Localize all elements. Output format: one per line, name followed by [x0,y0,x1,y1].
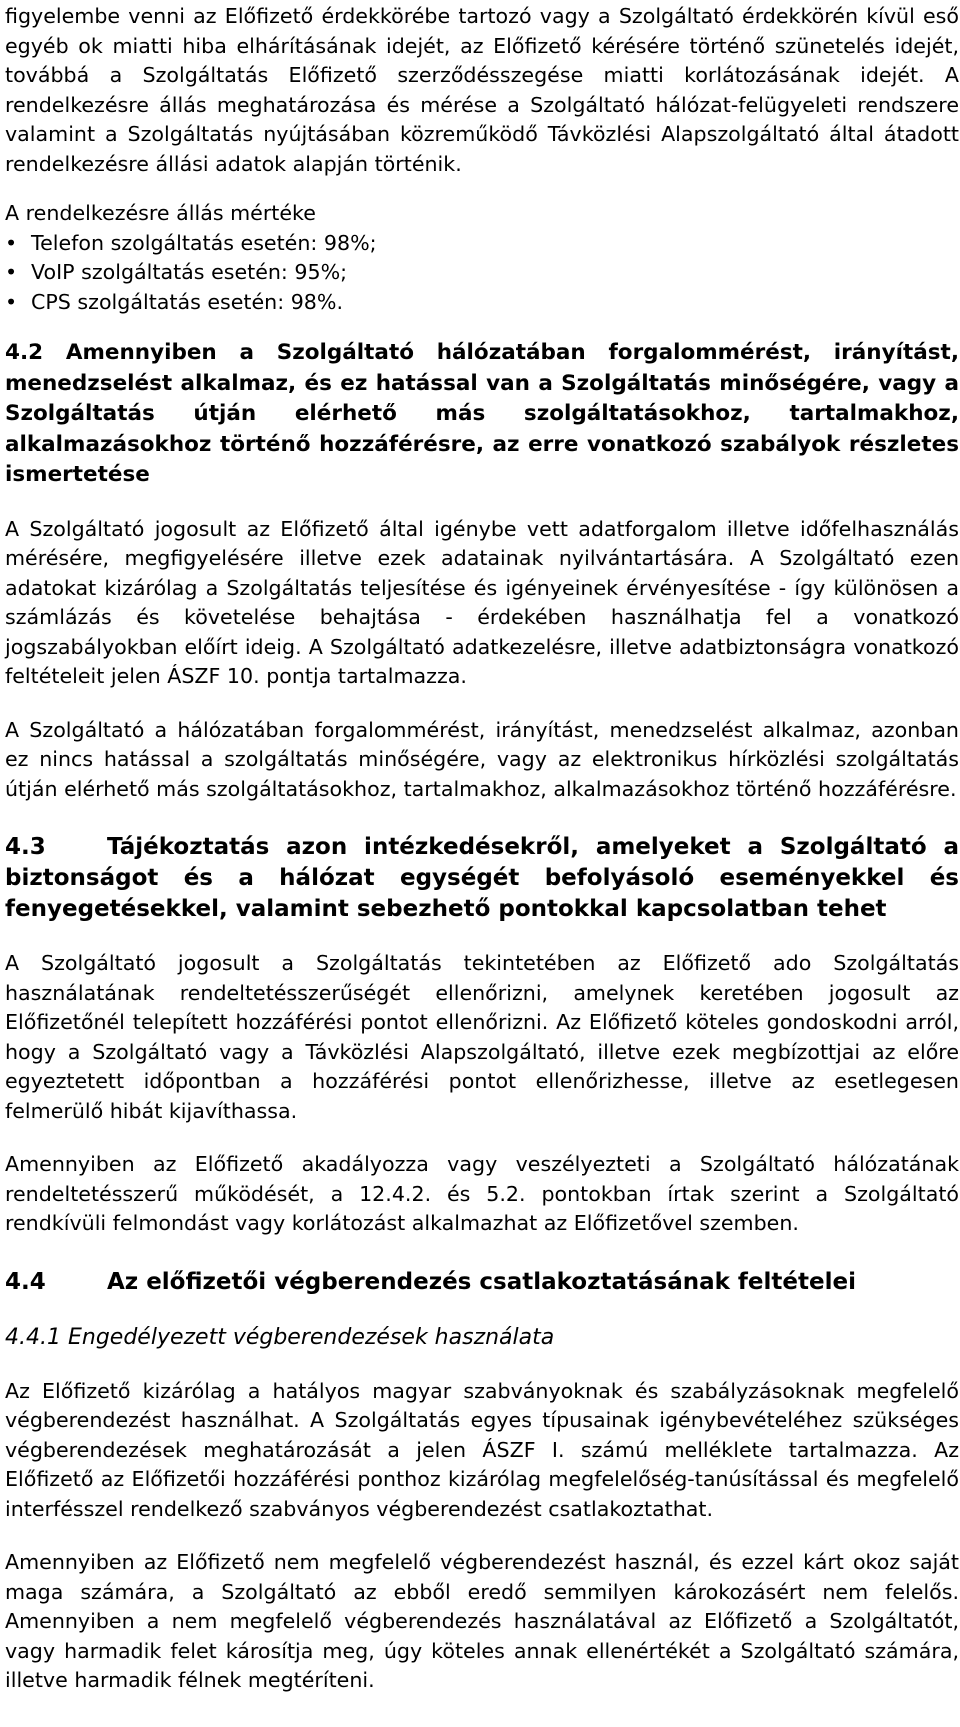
section-4-2-paragraph: A Szolgáltató a hálózatában forgalommérést, irányítást, menedzselést alkalmaz, azonban ez nincs hatással a szolgáltatás minőségére, vagy az elektronikus hírközlési szolgáltatás útján elérhető más szolgáltatásokhoz, tartalmakhoz, alkalmazásokhoz történő hozzáférésre. [5,717,959,801]
list-item: • Telefon szolgáltatás esetén: 98%; [5,229,959,259]
section-4-3-paragraph: Amennyiben az Előfizető akadályozza vagy veszélyezteti a Szolgáltató hálózatának rendeltetésszerű működését, a 12.4.2. és 5.2. pontokban írtak szerint a Szolgáltató rendkívüli felmondást vagy korlátozást alkalmazhat az Előfizetővel szemben. [5,1152,959,1235]
availability-list [5,229,959,318]
section-title: Az előfizetői végberendezés csatlakoztatásának feltételei [107,1268,856,1295]
section-title: Amennyiben a Szolgáltató hálózatában forgalommérést, irányítást, menedzselést alkalmaz, és ez hatással van a Szolgáltatás minőségére, vagy a Szolgáltatás útján elérhető más szolgáltatásokhoz, tartalmakhoz, alkalmazásokhoz történő hozzáférésre, az erre vonatkozó szabályok részletes ismertetése [5,340,959,487]
section-heading-4-4 [5,1267,959,1298]
list-item: • CPS szolgáltatás esetén: 98%. [5,288,959,318]
availability-title: A rendelkezésre állás mértéke [5,201,316,225]
subsection-heading-4-4-1 [5,1322,959,1353]
section-heading-4-3 [5,832,959,925]
section-number: 4.2 [5,340,44,365]
bullet-icon: • [5,289,18,314]
section-4-3-paragraph: A Szolgáltató jogosult a Szolgáltatás tekintetében az Előfizető ado Szolgáltatás használatának rendeltetésszerűségét ellenőrizni, amelynek keretében jogosult az Előfizetőnél telepített hozzáférési pontot ellenőrizni. Az Előfizető köteles gondoskodni arról, hogy a Szolgáltató vagy a Távközlési Alapszolgáltató, illetve ezek megbízottjai az előre egyeztetett időpontban a hozzáférési pontot ellenőrizhesse, illetve az esetlegesen felmerülő hibát kijavíthassa. [5,951,959,1123]
section-4-4-1-paragraph: Az Előfizető kizárólag a hatályos magyar szabványoknak és szabályzásoknak megfelelő végberendezést használhat. A Szolgáltatás egyes típusainak igénybevételéhez szükséges végberendezések meghatározását a jelen ÁSZF I. számú melléklete tartalmazza. Az Előfizető az Előfizetői hozzáférési ponthoz kizárólag megfelelőség-tanúsítással és megfelelő interfésszel rendelkező szabványos végberendezést csatlakoztathat. [5,1378,959,1521]
bullet-icon: • [5,260,18,284]
section-4-4-1-paragraph: Amennyiben az Előfizető nem megfelelő végberendezést használ, és ezzel kárt okoz saját maga számára, a Szolgáltató az ebből eredő semmilyen károkozásért nem felelős. Amennyiben a nem megfelelő végberendezés használatával az Előfizető a Szolgáltatót, vagy harmadik felet károsítja meg, úgy köteles annak ellenértékét a Szolgáltató számára, illetve harmadik félnek megtéríteni. [5,1550,959,1692]
document-page [5,0,959,1696]
section-4-2-paragraph: A Szolgáltató jogosult az Előfizető által igénybe vett adatforgalom illetve időfelhasználás mérésére, megfigyelésére illetve ezek adatainak nyilvántartására. A Szolgáltató ezen adatokat kizárólag a Szolgáltatás teljesítése és igényeinek érvényesítése - így különösen a számlázás és követelése behajtása - érdekében használhatja fel a vonatkozó jogszabályokban előírt ideig. A Szolgáltató adatkezelésre, illetve adatbiztonságra vonatkozó feltételeit jelen ÁSZF 10. pontja tartalmazza. [5,516,959,688]
section-number: 4.4 [5,1268,46,1295]
section-number: 4.3 [5,834,46,860]
intro-paragraph: figyelembe venni az Előfizető érdekkörébe tartozó vagy a Szolgáltató érdekkörén kívül eső egyéb ok miatti hiba elhárításának idejét, az Előfizető kérésére történő szünetelés idejét, továbbá a Szolgáltatás Előfizető szerződésszegése miatti korlátozásának idejét. A rendelkezésre állás meghatározása és mérése a Szolgáltató hálózat-felügyeleti rendszere valamint a Szolgáltatás nyújtásában közreműködő Távközlési Alapszolgáltató által átadott rendelkezésre állási adatok alapján történik. [5,4,959,176]
bullet-icon: • [5,230,18,255]
subsection-number: 4.4.1 [5,1324,61,1350]
section-heading-4-2 [5,338,959,491]
subsection-title: Engedélyezett végberendezések használata [67,1324,555,1350]
section-title: Tájékoztatás azon intézkedésekről, amelyeket a Szolgáltató a biztonságot és a hálózat egységét befolyásoló eseményekkel és fenyegetésekkel, valamint sebezhető pontokkal kapcsolatban tehet [5,834,959,922]
list-item: • VoIP szolgáltatás esetén: 95%; [5,258,959,288]
